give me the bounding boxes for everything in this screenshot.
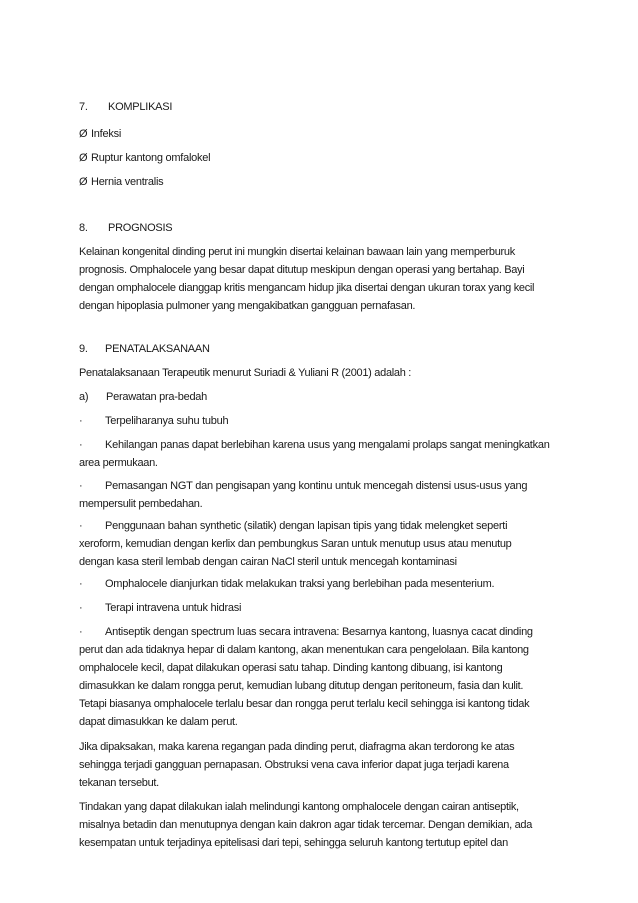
list-item-continuation: dengan kasa steril lembab dengan cairan NaCl steril untuk mencegah kontaminasi xyxy=(79,556,457,568)
list-item xyxy=(79,520,507,532)
list-item-continuation: omphalocele kecil, dapat dilakukan operasi satu tahap. Dinding kantong dibuang, isi kantong xyxy=(79,662,503,674)
paragraph-line: misalnya betadin dan menutupnya dengan kain dakron agar tidak tercemar. Dengan demikian, ada xyxy=(79,819,533,831)
list-item xyxy=(79,480,527,492)
paragraph-line: Tindakan yang dapat dilakukan ialah melindungi kantong omphalocele dengan cairan antiseptik, xyxy=(79,801,519,813)
list-item-text: Infeksi xyxy=(91,128,122,140)
list-item-text: Hernia ventralis xyxy=(91,176,164,188)
bullet-arrow-icon: Ø xyxy=(79,128,88,140)
paragraph-line: kesempatan untuk terjadinya epitelisasi dari tepi, sehingga seluruh kantong tertutup epitel dan xyxy=(79,837,508,849)
sub-heading-a xyxy=(79,391,207,403)
list-item-continuation: dapat dimasukkan ke dalam perut. xyxy=(79,716,238,728)
bullet-dot-icon: · xyxy=(79,415,83,427)
paragraph-line: Kelainan kongenital dinding perut ini mungkin disertai kelainan bawaan lain yang memperburuk xyxy=(79,246,515,258)
bullet-dot-icon: · xyxy=(79,439,83,451)
section-8-heading xyxy=(79,222,172,234)
list-item-text: Pemasangan NGT dan pengisapan yang kontinu untuk mencegah distensi usus-usus yang xyxy=(105,480,528,492)
section-number: 8. xyxy=(79,222,88,234)
bullet-dot-icon: · xyxy=(79,602,83,614)
list-item-text: Antiseptik dengan spectrum luas secara intravena: Besarnya kantong, luasnya cacat dinding xyxy=(105,626,533,638)
section-9-heading xyxy=(79,343,210,355)
paragraph-line: tekanan tersebut. xyxy=(79,777,159,789)
section-title: PENATALAKSANAAN xyxy=(105,343,210,355)
list-item-continuation: Tetapi biasanya omphalocele terlalu besar dan rongga perut terlalu kecil sehingga isi kantong tidak xyxy=(79,698,530,710)
sub-title: Perawatan pra-bedah xyxy=(106,391,208,403)
bullet-dot-icon: · xyxy=(79,626,83,638)
paragraph-line: sehingga terjadi gangguan pernapasan. Obstruksi vena cava inferior dapat juga terjadi karena xyxy=(79,759,509,771)
paragraph-line: Jika dipaksakan, maka karena regangan pada dinding perut, diafragma akan terdorong ke atas xyxy=(79,741,515,753)
list-item xyxy=(79,602,241,614)
bullet-dot-icon: · xyxy=(79,520,83,532)
list-item-text: Penggunaan bahan synthetic (silatik) dengan lapisan tipis yang tidak melengket seperti xyxy=(105,520,508,532)
sub-label: a) xyxy=(79,391,89,403)
bullet-arrow-icon: Ø xyxy=(79,152,88,164)
bullet-dot-icon: · xyxy=(79,578,83,590)
section-7-heading xyxy=(79,101,172,113)
list-item-continuation: xeroform, kemudian dengan kerlix dan pembungkus Saran untuk menutup usus atau menutup xyxy=(79,538,512,550)
list-item-continuation: mempersulit pembedahan. xyxy=(79,498,203,510)
list-item-text: Terpeliharanya suhu tubuh xyxy=(105,415,229,427)
bullet-dot-icon: · xyxy=(79,480,83,492)
list-item-text: Ruptur kantong omfalokel xyxy=(91,152,211,164)
section-number: 9. xyxy=(79,343,88,355)
section-title: PROGNOSIS xyxy=(108,222,173,234)
list-item-continuation: area permukaan. xyxy=(79,457,158,469)
paragraph-line: dengan omphalocele dianggap kritis mengancam hidup jika disertai dengan ukuran torax yang kecil xyxy=(79,282,535,294)
list-item-text: Terapi intravena untuk hidrasi xyxy=(105,602,242,614)
list-item xyxy=(79,176,163,188)
list-item-text: Omphalocele dianjurkan tidak melakukan traksi yang berlebihan pada mesenterium. xyxy=(105,578,495,590)
list-item xyxy=(79,578,494,590)
intro-text: Penatalaksanaan Terapeutik menurut Suriadi & Yuliani R (2001) adalah : xyxy=(79,367,412,379)
bullet-arrow-icon: Ø xyxy=(79,176,88,188)
list-item-text: Kehilangan panas dapat berlebihan karena usus yang mengalami prolaps sangat meningkatkan xyxy=(105,439,550,451)
list-item-continuation: dimasukkan ke dalam rongga perut, kemudian lubang ditutup dengan peritoneum, fasia dan kulit. xyxy=(79,680,524,692)
paragraph-line: dengan hipoplasia pulmoner yang mengakibatkan gangguan pernafasan. xyxy=(79,300,416,312)
list-item xyxy=(79,439,550,451)
paragraph-line: prognosis. Omphalocele yang besar dapat ditutup meskipun dengan operasi yang bertahap. Bayi xyxy=(79,264,525,276)
list-item-continuation: perut dan ada tidaknya hepar di dalam kantong, akan menentukan cara pengelolaan. Bila kantong xyxy=(79,644,529,656)
list-item xyxy=(79,128,121,140)
section-number: 7. xyxy=(79,101,88,113)
section-title: KOMPLIKASI xyxy=(108,101,173,113)
list-item xyxy=(79,415,228,427)
list-item xyxy=(79,626,533,638)
list-item xyxy=(79,152,210,164)
